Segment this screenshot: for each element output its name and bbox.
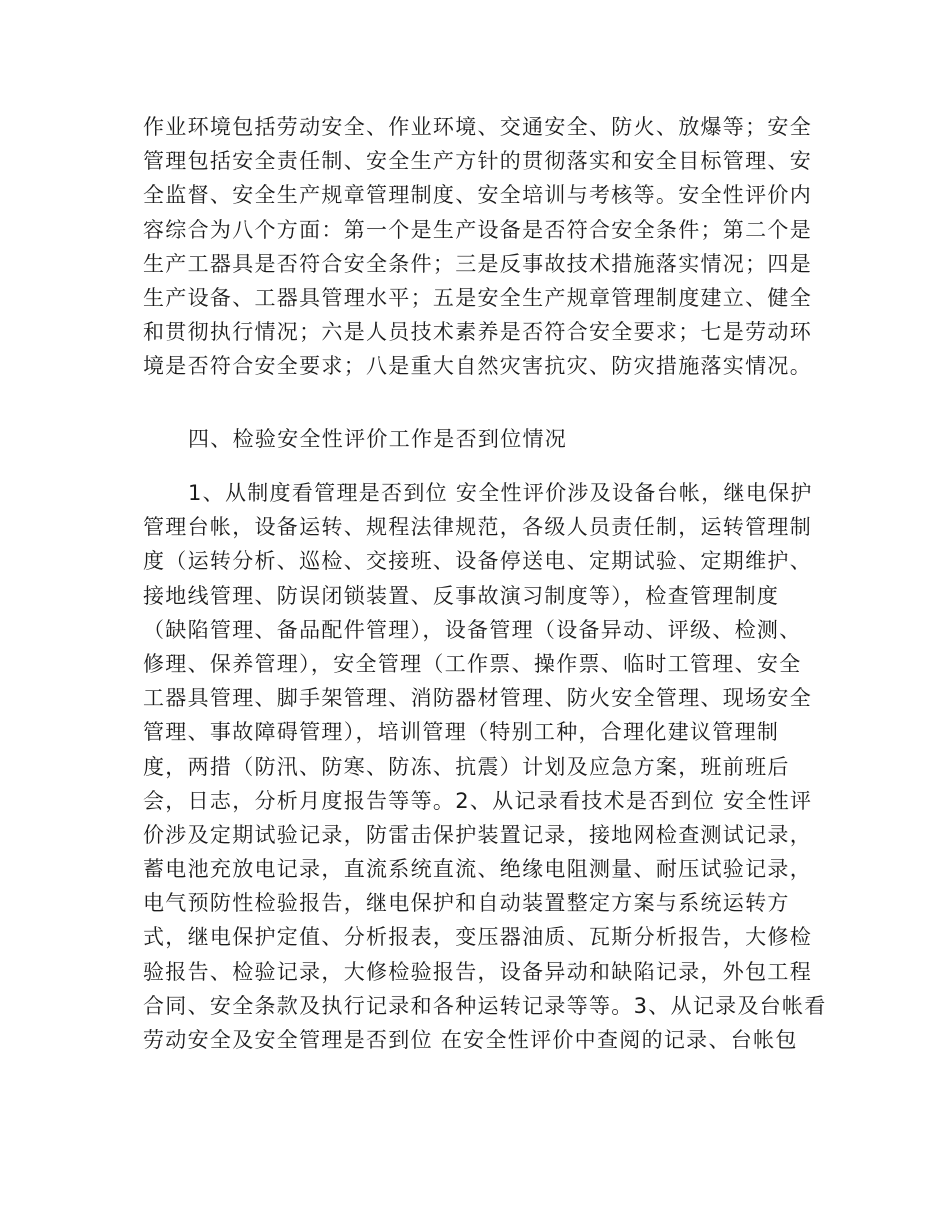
paragraph-line: 电气预防性检验报告，继电保护和自动装置整定方案与系统运转方 [143,891,790,916]
paragraph-line: 1、从制度看管理是否到位 安全性评价涉及设备台帐，继电保护 [188,481,813,505]
paragraph-line: 接地线管理、防误闭锁装置、反事故演习制度等），检查管理制度 [143,583,780,608]
paragraph-line: 价涉及定期试验记录，防雷击保护装置记录，接地网检查测试记录， [143,822,812,847]
paragraph-line: 蓄电池充放电记录，直流系统直流、绝缘电阻测量、耐压试验记录， [143,857,812,882]
paragraph-work-environment [143,110,812,384]
paragraph-line: 管理包括安全责任制、安全生产方针的贯彻落实和安全目标管理、安 [143,149,812,174]
paragraph-line: （缺陷管理、备品配件管理），设备管理（设备异动、评级、检测、 [143,617,802,642]
paragraph-line: 度，两措（防汛、防寒、防冻、抗震）计划及应急方案，班前班后 [143,754,790,779]
paragraph-line: 容综合为八个方面：第一个是生产设备是否符合安全条件；第二个是 [143,217,812,242]
paragraph-line: 和贯彻执行情况；六是人员技术素养是否符合安全要求；七是劳动环 [143,320,812,345]
paragraph-line: 会，日志，分析月度报告等等。2、从记录看技术是否到位 安全性评 [143,788,813,813]
paragraph-line: 度（运转分析、巡检、交接班、设备停送电、定期试验、定期维护、 [143,549,812,574]
paragraph-line: 生产设备、工器具管理水平；五是安全生产规章管理制度建立、健全 [143,285,812,310]
paragraph-line: 境是否符合安全要求；八是重大自然灾害抗灾、防灾措施落实情况。 [143,354,812,379]
paragraph-line: 验报告、检验记录，大修检验报告，设备异动和缺陷记录，外包工程 [143,959,812,984]
paragraph-line: 全监督、安全生产规章管理制度、安全培训与考核等。安全性评价内 [143,183,812,208]
section-heading [188,422,848,456]
paragraph-line: 劳动安全及安全管理是否到位 在安全性评价中查阅的记录、台帐包 [143,1028,798,1052]
paragraph-line: 生产工器具是否符合安全条件；三是反事故技术措施落实情况；四是 [143,251,812,276]
section-heading-text: 四、检验安全性评价工作是否到位情况 [188,427,568,451]
paragraph-line: 管理台帐，设备运转、规程法律规范，各级人员责任制，运转管理制 [143,515,812,540]
paragraph-line: 式，继电保护定值、分析报表，变压器油质、瓦斯分析报告，大修检 [143,925,812,950]
paragraph-inspection [143,476,827,1057]
paragraph-line: 修理、保养管理），安全管理（工作票、操作票、临时工管理、安全 [143,651,802,676]
paragraph-line: 合同、安全条款及执行记录和各种运转记录等等。3、从记录及台帐看 [143,993,827,1018]
paragraph-line: 管理、事故障碍管理），培训管理（特别工种，合理化建议管理制 [143,720,780,745]
paragraph-line: 工器具管理、脚手架管理、消防器材管理、防火安全管理、现场安全 [143,686,812,711]
paragraph-line: 作业环境包括劳动安全、作业环境、交通安全、防火、放爆等；安全 [143,115,812,139]
